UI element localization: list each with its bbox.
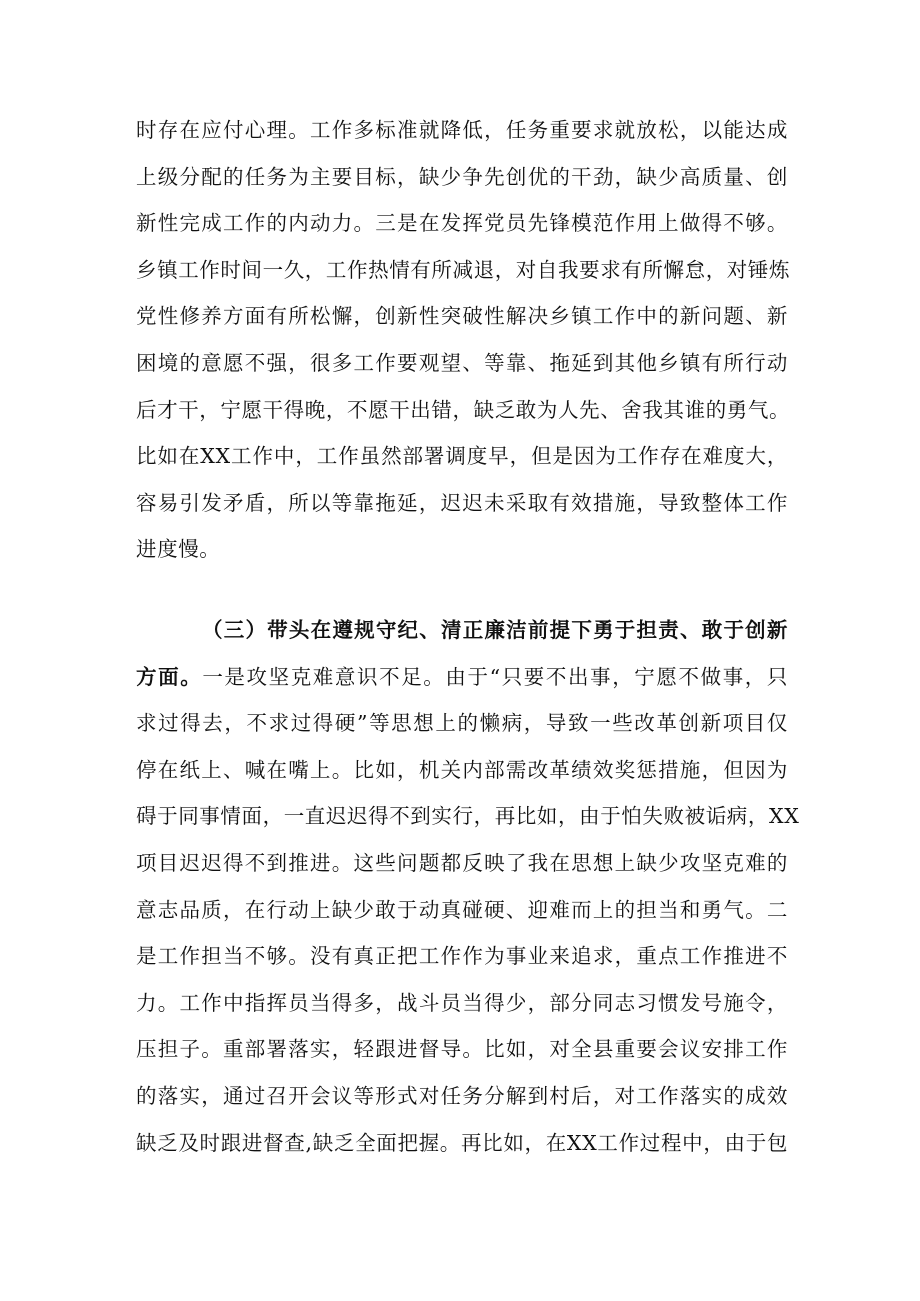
paragraph-line: 的落实，通过召开会议等形式对任务分解到村后，对工作落实的成效	[136, 1083, 788, 1108]
paragraph-line: 力。工作中指挥员当得多，战斗员当得少，部分同志习惯发号施令，	[136, 990, 788, 1015]
paragraph-line: 停在纸上、喊在嘴上。比如，机关内部需改革绩效奖惩措施，但因为	[136, 757, 788, 782]
section-heading-tail: 方面。	[136, 664, 203, 689]
paragraph-line: 缺乏及时跟进督查,缺乏全面把握。再比如，在XX工作过程中，由于包	[136, 1130, 788, 1155]
paragraph-line: 比如在XX工作中，工作虽然部署调度早，但是因为工作存在难度大，	[136, 444, 788, 469]
paragraph-line: 容易引发矛盾，所以等靠拖延，迟迟未采取有效措施，导致整体工作	[136, 490, 788, 515]
paragraph-2	[136, 607, 800, 1166]
paragraph-line: 求过得去，不求过得硬”等思想上的懒病，导致一些改革创新项目仅	[136, 711, 788, 736]
paragraph-line: 意志品质，在行动上缺少敢于动真碰硬、迎难而上的担当和勇气。二	[136, 897, 788, 922]
paragraph-line: 是工作担当不够。没有真正把工作作为事业来追求，重点工作推进不	[136, 944, 788, 969]
paragraph-line-rest: 一是攻坚克难意识不足。由于“只要不出事，宁愿不做事，只	[202, 664, 788, 689]
paragraph-line: 困境的意愿不强，很多工作要观望、等靠、拖延到其他乡镇有所行动	[136, 350, 788, 375]
paragraph-line: 压担子。重部署落实，轻跟进督导。比如，对全县重要会议安排工作	[136, 1037, 788, 1062]
paragraph-line: 后才干，宁愿干得晚，不愿干出错，缺乏敢为人先、舍我其谁的勇气。	[136, 397, 791, 422]
paragraph-line: 碍于同事情面，一直迟迟得不到实行，再比如，由于怕失败被诟病，XX	[136, 804, 800, 829]
paragraph-line: 进度慢。	[136, 537, 221, 562]
paragraph-line: 乡镇工作时间一久，工作热情有所减退，对自我要求有所懈怠，对锤炼	[136, 257, 791, 282]
paragraph-1	[136, 107, 791, 573]
paragraph-line: 上级分配的任务为主要目标，缺少争先创优的干劲，缺少高质量、创	[136, 164, 788, 189]
paragraph-line	[136, 654, 788, 701]
paragraph-line: 新性完成工作的内动力。三是在发挥党员先锋模范作用上做得不够。	[136, 211, 788, 236]
paragraph-line: 时存在应付心理。工作多标准就降低，任务重要求就放松，以能达成	[136, 118, 788, 142]
paragraph-line: 项目迟迟得不到推进。这些问题都反映了我在思想上缺少攻坚克难的	[136, 850, 788, 875]
paragraph-line: 党性修养方面有所松懈，创新性突破性解决乡镇工作中的新问题、新	[136, 304, 788, 329]
section-heading: （三）带头在遵规守纪、清正廉洁前提下勇于担责、敢于创新	[202, 618, 788, 642]
